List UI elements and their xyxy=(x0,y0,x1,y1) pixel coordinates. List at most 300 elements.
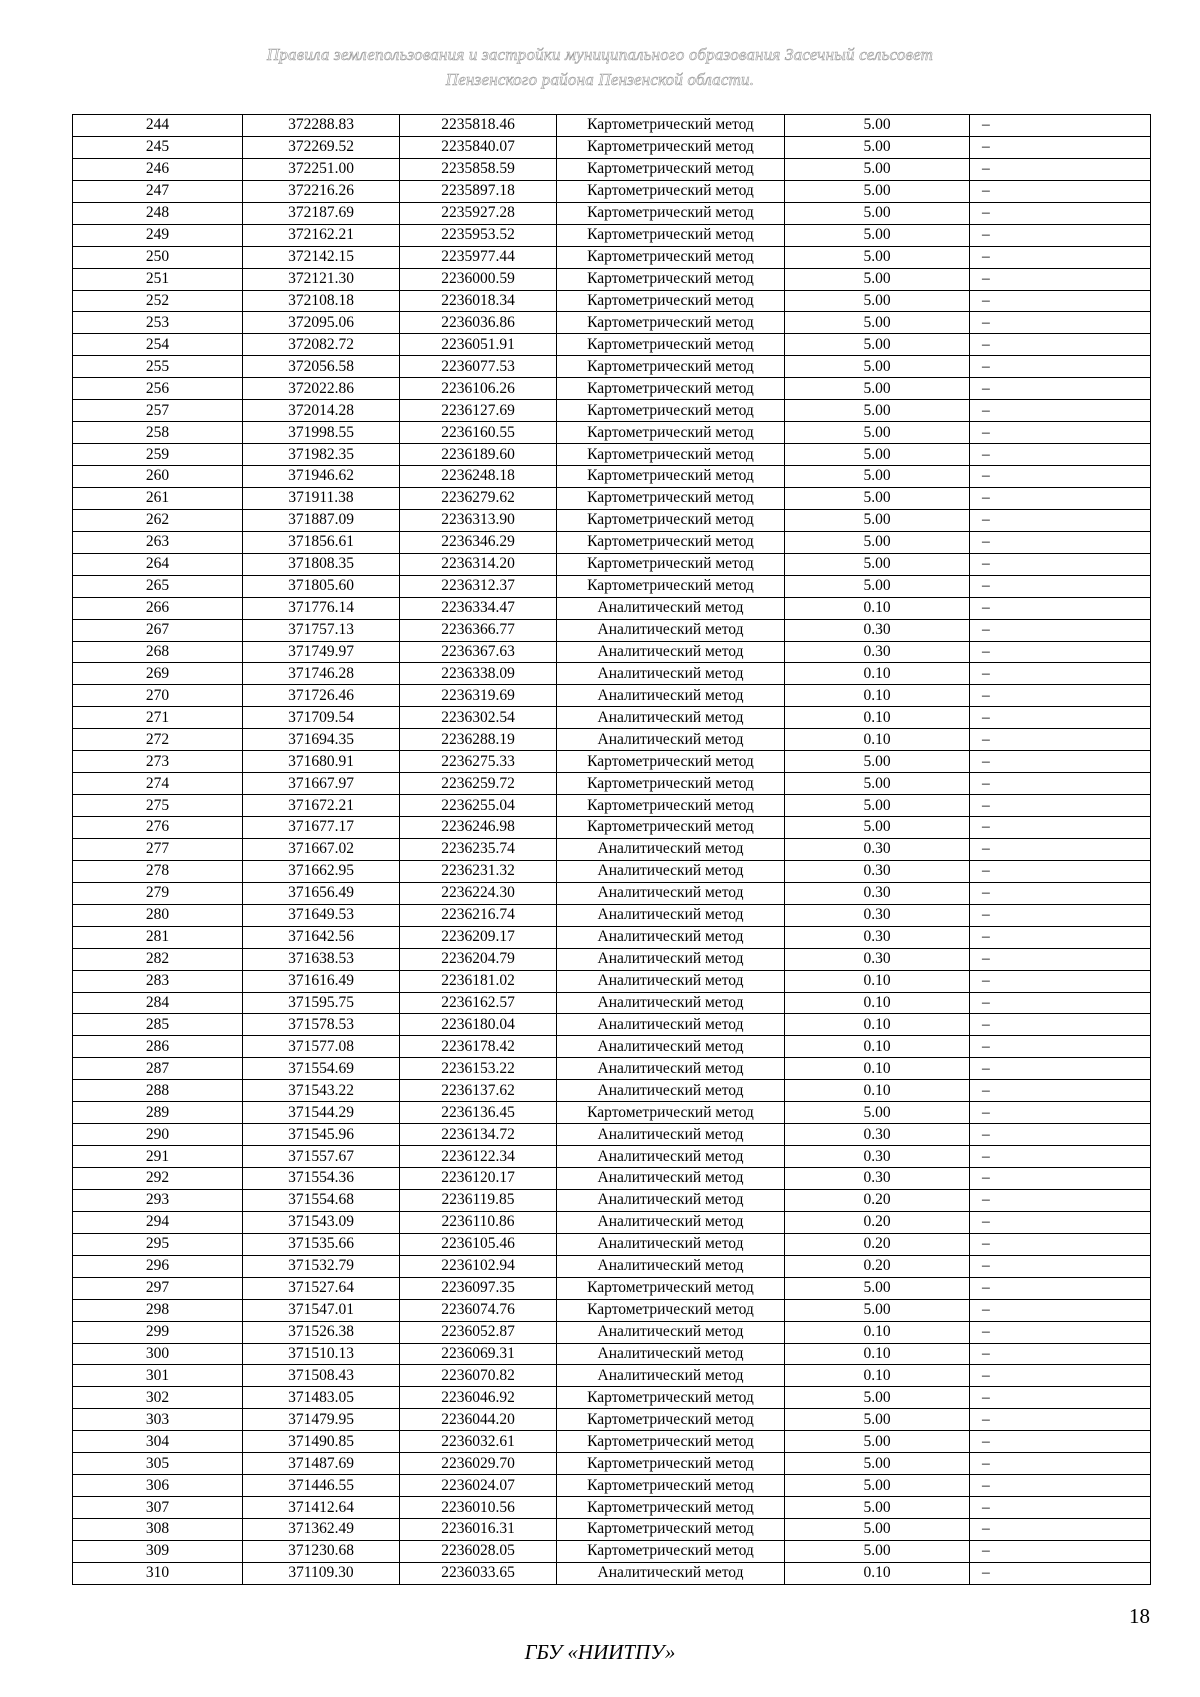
note-cell: – xyxy=(970,1036,1151,1058)
method-cell: Картометрический метод xyxy=(557,773,785,795)
table-row xyxy=(73,1058,1151,1080)
method-cell: Картометрический метод xyxy=(557,268,785,290)
note-cell: – xyxy=(970,312,1151,334)
note-cell: – xyxy=(970,466,1151,488)
x-coordinate-cell: 371543.22 xyxy=(243,1080,400,1102)
table-row xyxy=(73,312,1151,334)
y-coordinate-cell: 2235818.46 xyxy=(400,115,557,137)
accuracy-cell: 0.10 xyxy=(785,1080,970,1102)
x-coordinate-cell: 371887.09 xyxy=(243,509,400,531)
x-coordinate-cell: 371662.95 xyxy=(243,860,400,882)
note-cell: – xyxy=(970,378,1151,400)
x-coordinate-cell: 371526.38 xyxy=(243,1321,400,1343)
table-row xyxy=(73,1036,1151,1058)
x-coordinate-cell: 371510.13 xyxy=(243,1343,400,1365)
y-coordinate-cell: 2236162.57 xyxy=(400,992,557,1014)
accuracy-cell: 0.10 xyxy=(785,1014,970,1036)
table-row xyxy=(73,926,1151,948)
y-coordinate-cell: 2236246.98 xyxy=(400,817,557,839)
note-cell: – xyxy=(970,509,1151,531)
y-coordinate-cell: 2236010.56 xyxy=(400,1497,557,1519)
note-cell: – xyxy=(970,926,1151,948)
x-coordinate-cell: 372095.06 xyxy=(243,312,400,334)
method-cell: Аналитический метод xyxy=(557,1189,785,1211)
accuracy-cell: 0.10 xyxy=(785,707,970,729)
point-number-cell: 304 xyxy=(73,1431,243,1453)
x-coordinate-cell: 371672.21 xyxy=(243,795,400,817)
y-coordinate-cell: 2236204.79 xyxy=(400,948,557,970)
x-coordinate-cell: 371412.64 xyxy=(243,1497,400,1519)
y-coordinate-cell: 2236044.20 xyxy=(400,1409,557,1431)
y-coordinate-cell: 2236259.72 xyxy=(400,773,557,795)
table-row xyxy=(73,904,1151,926)
method-cell: Картометрический метод xyxy=(557,136,785,158)
point-number-cell: 292 xyxy=(73,1168,243,1190)
x-coordinate-cell: 371709.54 xyxy=(243,707,400,729)
point-number-cell: 257 xyxy=(73,400,243,422)
y-coordinate-cell: 2236248.18 xyxy=(400,466,557,488)
y-coordinate-cell: 2236105.46 xyxy=(400,1233,557,1255)
note-cell: – xyxy=(970,838,1151,860)
note-cell: – xyxy=(970,224,1151,246)
method-cell: Картометрический метод xyxy=(557,575,785,597)
note-cell: – xyxy=(970,1299,1151,1321)
x-coordinate-cell: 372121.30 xyxy=(243,268,400,290)
coordinates-table xyxy=(72,114,1151,1585)
point-number-cell: 310 xyxy=(73,1562,243,1584)
note-cell: – xyxy=(970,619,1151,641)
accuracy-cell: 0.20 xyxy=(785,1211,970,1233)
x-coordinate-cell: 371487.69 xyxy=(243,1453,400,1475)
table-row xyxy=(73,773,1151,795)
table-row xyxy=(73,268,1151,290)
accuracy-cell: 5.00 xyxy=(785,1409,970,1431)
method-cell: Картометрический метод xyxy=(557,817,785,839)
note-cell: – xyxy=(970,487,1151,509)
table-row xyxy=(73,334,1151,356)
note-cell: – xyxy=(970,882,1151,904)
table-row xyxy=(73,882,1151,904)
footer-organization: ГБУ «НИИТПУ» xyxy=(524,1640,676,1664)
note-cell: – xyxy=(970,1519,1151,1541)
y-coordinate-cell: 2236153.22 xyxy=(400,1058,557,1080)
accuracy-cell: 5.00 xyxy=(785,356,970,378)
table-row xyxy=(73,641,1151,663)
accuracy-cell: 0.30 xyxy=(785,641,970,663)
accuracy-cell: 5.00 xyxy=(785,487,970,509)
y-coordinate-cell: 2236302.54 xyxy=(400,707,557,729)
method-cell: Картометрический метод xyxy=(557,356,785,378)
accuracy-cell: 0.20 xyxy=(785,1255,970,1277)
x-coordinate-cell: 371656.49 xyxy=(243,882,400,904)
method-cell: Картометрический метод xyxy=(557,224,785,246)
point-number-cell: 254 xyxy=(73,334,243,356)
accuracy-cell: 0.10 xyxy=(785,1365,970,1387)
table-row xyxy=(73,553,1151,575)
note-cell: – xyxy=(970,1365,1151,1387)
table-row xyxy=(73,487,1151,509)
point-number-cell: 289 xyxy=(73,1102,243,1124)
point-number-cell: 307 xyxy=(73,1497,243,1519)
method-cell: Аналитический метод xyxy=(557,1343,785,1365)
x-coordinate-cell: 371554.68 xyxy=(243,1189,400,1211)
method-cell: Картометрический метод xyxy=(557,1540,785,1562)
y-coordinate-cell: 2236046.92 xyxy=(400,1387,557,1409)
y-coordinate-cell: 2236051.91 xyxy=(400,334,557,356)
x-coordinate-cell: 371757.13 xyxy=(243,619,400,641)
method-cell: Аналитический метод xyxy=(557,1058,785,1080)
accuracy-cell: 5.00 xyxy=(785,334,970,356)
point-number-cell: 262 xyxy=(73,509,243,531)
method-cell: Аналитический метод xyxy=(557,619,785,641)
method-cell: Аналитический метод xyxy=(557,597,785,619)
y-coordinate-cell: 2236137.62 xyxy=(400,1080,557,1102)
x-coordinate-cell: 371649.53 xyxy=(243,904,400,926)
method-cell: Аналитический метод xyxy=(557,1168,785,1190)
accuracy-cell: 0.10 xyxy=(785,1058,970,1080)
accuracy-cell: 5.00 xyxy=(785,795,970,817)
table-row xyxy=(73,663,1151,685)
accuracy-cell: 5.00 xyxy=(785,180,970,202)
note-cell: – xyxy=(970,1540,1151,1562)
x-coordinate-cell: 371547.01 xyxy=(243,1299,400,1321)
note-cell: – xyxy=(970,1453,1151,1475)
x-coordinate-cell: 372288.83 xyxy=(243,115,400,137)
point-number-cell: 244 xyxy=(73,115,243,137)
y-coordinate-cell: 2236127.69 xyxy=(400,400,557,422)
accuracy-cell: 0.10 xyxy=(785,1343,970,1365)
y-coordinate-cell: 2236052.87 xyxy=(400,1321,557,1343)
note-cell: – xyxy=(970,1168,1151,1190)
table-row xyxy=(73,1321,1151,1343)
x-coordinate-cell: 371856.61 xyxy=(243,531,400,553)
table-row xyxy=(73,597,1151,619)
accuracy-cell: 0.30 xyxy=(785,619,970,641)
point-number-cell: 285 xyxy=(73,1014,243,1036)
point-number-cell: 273 xyxy=(73,751,243,773)
point-number-cell: 265 xyxy=(73,575,243,597)
note-cell: – xyxy=(970,158,1151,180)
page-number: 18 xyxy=(1129,1604,1150,1628)
point-number-cell: 249 xyxy=(73,224,243,246)
method-cell: Картометрический метод xyxy=(557,531,785,553)
x-coordinate-cell: 371677.17 xyxy=(243,817,400,839)
y-coordinate-cell: 2236120.17 xyxy=(400,1168,557,1190)
point-number-cell: 261 xyxy=(73,487,243,509)
x-coordinate-cell: 371805.60 xyxy=(243,575,400,597)
table-row xyxy=(73,1233,1151,1255)
x-coordinate-cell: 372142.15 xyxy=(243,246,400,268)
x-coordinate-cell: 371535.66 xyxy=(243,1233,400,1255)
accuracy-cell: 5.00 xyxy=(785,290,970,312)
point-number-cell: 282 xyxy=(73,948,243,970)
point-number-cell: 247 xyxy=(73,180,243,202)
table-row xyxy=(73,619,1151,641)
table-row xyxy=(73,1277,1151,1299)
table-row xyxy=(73,795,1151,817)
y-coordinate-cell: 2235977.44 xyxy=(400,246,557,268)
y-coordinate-cell: 2236338.09 xyxy=(400,663,557,685)
table-row xyxy=(73,1453,1151,1475)
table-row xyxy=(73,1409,1151,1431)
table-row xyxy=(73,1387,1151,1409)
note-cell: – xyxy=(970,1321,1151,1343)
accuracy-cell: 5.00 xyxy=(785,1453,970,1475)
note-cell: – xyxy=(970,1233,1151,1255)
y-coordinate-cell: 2236122.34 xyxy=(400,1146,557,1168)
accuracy-cell: 0.30 xyxy=(785,948,970,970)
x-coordinate-cell: 371527.64 xyxy=(243,1277,400,1299)
x-coordinate-cell: 371483.05 xyxy=(243,1387,400,1409)
table-row xyxy=(73,860,1151,882)
point-number-cell: 290 xyxy=(73,1124,243,1146)
method-cell: Аналитический метод xyxy=(557,1014,785,1036)
point-number-cell: 245 xyxy=(73,136,243,158)
point-number-cell: 252 xyxy=(73,290,243,312)
y-coordinate-cell: 2236181.02 xyxy=(400,970,557,992)
method-cell: Картометрический метод xyxy=(557,1431,785,1453)
table-row xyxy=(73,838,1151,860)
accuracy-cell: 0.10 xyxy=(785,685,970,707)
table-row xyxy=(73,444,1151,466)
x-coordinate-cell: 371446.55 xyxy=(243,1475,400,1497)
x-coordinate-cell: 372022.86 xyxy=(243,378,400,400)
method-cell: Аналитический метод xyxy=(557,882,785,904)
note-cell: – xyxy=(970,1497,1151,1519)
point-number-cell: 270 xyxy=(73,685,243,707)
point-number-cell: 300 xyxy=(73,1343,243,1365)
point-number-cell: 255 xyxy=(73,356,243,378)
y-coordinate-cell: 2236314.20 xyxy=(400,553,557,575)
note-cell: – xyxy=(970,444,1151,466)
y-coordinate-cell: 2236134.72 xyxy=(400,1124,557,1146)
point-number-cell: 267 xyxy=(73,619,243,641)
accuracy-cell: 5.00 xyxy=(785,1519,970,1541)
table-row xyxy=(73,400,1151,422)
point-number-cell: 274 xyxy=(73,773,243,795)
point-number-cell: 291 xyxy=(73,1146,243,1168)
x-coordinate-cell: 371595.75 xyxy=(243,992,400,1014)
method-cell: Картометрический метод xyxy=(557,115,785,137)
table-row xyxy=(73,180,1151,202)
method-cell: Аналитический метод xyxy=(557,838,785,860)
table-row xyxy=(73,115,1151,137)
y-coordinate-cell: 2236160.55 xyxy=(400,422,557,444)
x-coordinate-cell: 372014.28 xyxy=(243,400,400,422)
accuracy-cell: 5.00 xyxy=(785,268,970,290)
x-coordinate-cell: 371749.97 xyxy=(243,641,400,663)
accuracy-cell: 5.00 xyxy=(785,136,970,158)
table-row xyxy=(73,356,1151,378)
table-row xyxy=(73,1124,1151,1146)
y-coordinate-cell: 2235927.28 xyxy=(400,202,557,224)
note-cell: – xyxy=(970,597,1151,619)
method-cell: Аналитический метод xyxy=(557,1124,785,1146)
table-row xyxy=(73,1365,1151,1387)
x-coordinate-cell: 371554.69 xyxy=(243,1058,400,1080)
y-coordinate-cell: 2236279.62 xyxy=(400,487,557,509)
note-cell: – xyxy=(970,553,1151,575)
table-body xyxy=(73,115,1151,1585)
method-cell: Аналитический метод xyxy=(557,707,785,729)
accuracy-cell: 0.10 xyxy=(785,970,970,992)
method-cell: Картометрический метод xyxy=(557,158,785,180)
point-number-cell: 259 xyxy=(73,444,243,466)
note-cell: – xyxy=(970,356,1151,378)
x-coordinate-cell: 371694.35 xyxy=(243,729,400,751)
method-cell: Картометрический метод xyxy=(557,312,785,334)
method-cell: Картометрический метод xyxy=(557,180,785,202)
accuracy-cell: 0.10 xyxy=(785,1562,970,1584)
point-number-cell: 271 xyxy=(73,707,243,729)
table-row xyxy=(73,158,1151,180)
y-coordinate-cell: 2236102.94 xyxy=(400,1255,557,1277)
method-cell: Аналитический метод xyxy=(557,1562,785,1584)
method-cell: Аналитический метод xyxy=(557,1233,785,1255)
point-number-cell: 276 xyxy=(73,817,243,839)
point-number-cell: 288 xyxy=(73,1080,243,1102)
note-cell: – xyxy=(970,773,1151,795)
y-coordinate-cell: 2236028.05 xyxy=(400,1540,557,1562)
method-cell: Картометрический метод xyxy=(557,1299,785,1321)
x-coordinate-cell: 371362.49 xyxy=(243,1519,400,1541)
y-coordinate-cell: 2236018.34 xyxy=(400,290,557,312)
accuracy-cell: 5.00 xyxy=(785,553,970,575)
y-coordinate-cell: 2236319.69 xyxy=(400,685,557,707)
accuracy-cell: 5.00 xyxy=(785,246,970,268)
accuracy-cell: 0.10 xyxy=(785,1321,970,1343)
x-coordinate-cell: 372251.00 xyxy=(243,158,400,180)
y-coordinate-cell: 2236036.86 xyxy=(400,312,557,334)
table-row xyxy=(73,246,1151,268)
method-cell: Аналитический метод xyxy=(557,1321,785,1343)
accuracy-cell: 0.10 xyxy=(785,597,970,619)
x-coordinate-cell: 371479.95 xyxy=(243,1409,400,1431)
method-cell: Аналитический метод xyxy=(557,970,785,992)
accuracy-cell: 5.00 xyxy=(785,422,970,444)
method-cell: Аналитический метод xyxy=(557,663,785,685)
note-cell: – xyxy=(970,641,1151,663)
accuracy-cell: 5.00 xyxy=(785,202,970,224)
table-row xyxy=(73,1080,1151,1102)
table-row xyxy=(73,575,1151,597)
table-row xyxy=(73,1343,1151,1365)
y-coordinate-cell: 2236189.60 xyxy=(400,444,557,466)
table-row xyxy=(73,531,1151,553)
table-row xyxy=(73,1146,1151,1168)
x-coordinate-cell: 371557.67 xyxy=(243,1146,400,1168)
y-coordinate-cell: 2236097.35 xyxy=(400,1277,557,1299)
note-cell: – xyxy=(970,1058,1151,1080)
note-cell: – xyxy=(970,180,1151,202)
method-cell: Аналитический метод xyxy=(557,992,785,1014)
y-coordinate-cell: 2236255.04 xyxy=(400,795,557,817)
note-cell: – xyxy=(970,992,1151,1014)
x-coordinate-cell: 371808.35 xyxy=(243,553,400,575)
y-coordinate-cell: 2236334.47 xyxy=(400,597,557,619)
x-coordinate-cell: 371109.30 xyxy=(243,1562,400,1584)
accuracy-cell: 5.00 xyxy=(785,1277,970,1299)
y-coordinate-cell: 2236033.65 xyxy=(400,1562,557,1584)
note-cell: – xyxy=(970,663,1151,685)
y-coordinate-cell: 2236313.90 xyxy=(400,509,557,531)
x-coordinate-cell: 372187.69 xyxy=(243,202,400,224)
point-number-cell: 308 xyxy=(73,1519,243,1541)
note-cell: – xyxy=(970,1124,1151,1146)
y-coordinate-cell: 2236077.53 xyxy=(400,356,557,378)
table-row xyxy=(73,466,1151,488)
method-cell: Картометрический метод xyxy=(557,422,785,444)
note-cell: – xyxy=(970,136,1151,158)
y-coordinate-cell: 2236029.70 xyxy=(400,1453,557,1475)
accuracy-cell: 5.00 xyxy=(785,224,970,246)
header-line-2: Пензенского района Пензенской области. xyxy=(445,70,755,89)
y-coordinate-cell: 2236366.77 xyxy=(400,619,557,641)
table-row xyxy=(73,1189,1151,1211)
point-number-cell: 287 xyxy=(73,1058,243,1080)
note-cell: – xyxy=(970,817,1151,839)
note-cell: – xyxy=(970,115,1151,137)
note-cell: – xyxy=(970,1189,1151,1211)
accuracy-cell: 0.10 xyxy=(785,992,970,1014)
note-cell: – xyxy=(970,422,1151,444)
x-coordinate-cell: 371982.35 xyxy=(243,444,400,466)
x-coordinate-cell: 371776.14 xyxy=(243,597,400,619)
point-number-cell: 269 xyxy=(73,663,243,685)
point-number-cell: 296 xyxy=(73,1255,243,1277)
x-coordinate-cell: 371746.28 xyxy=(243,663,400,685)
point-number-cell: 253 xyxy=(73,312,243,334)
method-cell: Картометрический метод xyxy=(557,466,785,488)
note-cell: – xyxy=(970,1431,1151,1453)
accuracy-cell: 0.20 xyxy=(785,1233,970,1255)
y-coordinate-cell: 2236224.30 xyxy=(400,882,557,904)
accuracy-cell: 5.00 xyxy=(785,1387,970,1409)
x-coordinate-cell: 371638.53 xyxy=(243,948,400,970)
note-cell: – xyxy=(970,1343,1151,1365)
table-row xyxy=(73,685,1151,707)
point-number-cell: 309 xyxy=(73,1540,243,1562)
y-coordinate-cell: 2236367.63 xyxy=(400,641,557,663)
x-coordinate-cell: 371508.43 xyxy=(243,1365,400,1387)
method-cell: Картометрический метод xyxy=(557,1277,785,1299)
method-cell: Картометрический метод xyxy=(557,1453,785,1475)
point-number-cell: 281 xyxy=(73,926,243,948)
point-number-cell: 268 xyxy=(73,641,243,663)
y-coordinate-cell: 2236235.74 xyxy=(400,838,557,860)
y-coordinate-cell: 2236024.07 xyxy=(400,1475,557,1497)
note-cell: – xyxy=(970,246,1151,268)
accuracy-cell: 5.00 xyxy=(785,1540,970,1562)
table-row xyxy=(73,1299,1151,1321)
note-cell: – xyxy=(970,1080,1151,1102)
note-cell: – xyxy=(970,948,1151,970)
table-row xyxy=(73,1211,1151,1233)
header-line-1: Правила землепользования и застройки муниципального образования Засечный сельсовет xyxy=(266,45,934,64)
point-number-cell: 284 xyxy=(73,992,243,1014)
accuracy-cell: 0.30 xyxy=(785,838,970,860)
x-coordinate-cell: 372269.52 xyxy=(243,136,400,158)
accuracy-cell: 0.30 xyxy=(785,1124,970,1146)
table-row xyxy=(73,817,1151,839)
method-cell: Картометрический метод xyxy=(557,487,785,509)
method-cell: Картометрический метод xyxy=(557,290,785,312)
accuracy-cell: 5.00 xyxy=(785,158,970,180)
note-cell: – xyxy=(970,400,1151,422)
point-number-cell: 258 xyxy=(73,422,243,444)
y-coordinate-cell: 2236110.86 xyxy=(400,1211,557,1233)
x-coordinate-cell: 371578.53 xyxy=(243,1014,400,1036)
